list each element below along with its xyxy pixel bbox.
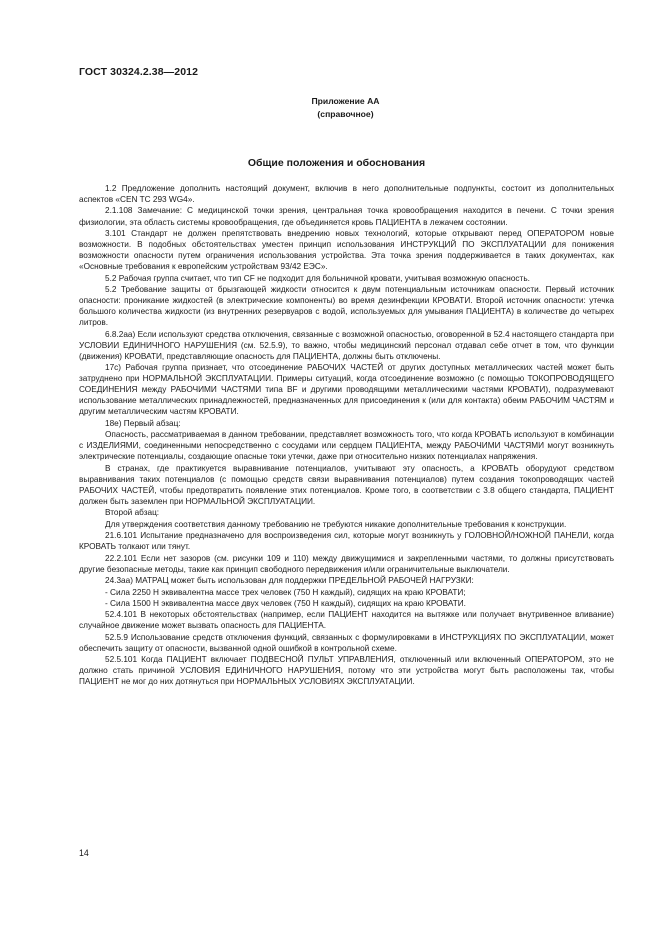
annex-title: Приложение АА: [311, 96, 380, 106]
list-item: - Сила 2250 Н эквивалентна массе трех человек (750 Н каждый), сидящих на краю КРОВАТИ;: [105, 587, 466, 597]
paragraph: 18е) Первый абзац:: [105, 418, 181, 428]
paragraph: 21.6.101 Испытание предназначено для воспроизведения сил, которые могут возникнуть у ГОЛОВНОЙ/НОЖНОЙ ПАНЕЛИ, когда КРОВАТЬ толкают или тянут.: [79, 531, 614, 552]
paragraph: 5.2 Требование защиты от брызгающей жидкости относится к двум потенциальным источникам опасности. Первый источник опасности: проникание жидкостей (в электрические компоненты) во время дезинфекции КРОВАТИ. Второй источник опасности: утечка большого количества жидкости (из внутренних резервуаров с водой, используемых для умывания ПАЦИЕНТА) в количестве до четырех литров.: [79, 284, 614, 328]
paragraph: Второй абзац:: [105, 508, 160, 518]
paragraph: В странах, где практикуется выравнивание потенциалов, учитывают эту опасность, а КРОВАТЬ оборудуют средством выравнивания таких потенциалов (с помощью средств связи выравнивания потенциалов) путем создания токопроводящих частей РАБОЧИХ ЧАСТЕЙ, чтобы предотвратить появление этих потенциалов. Кроме того, в соответствии с 3.8 общего стандарта, ПАЦИЕНТ должен быть заземлен при НОРМАЛЬНОЙ ЭКСПЛУАТАЦИИ.: [79, 463, 614, 506]
paragraph: 22.2.101 Если нет зазоров (см. рисунки 109 и 110) между движущимися и закрепленными частями, то должны присутствовать другие безопасные методы, такие как принцип свободного передвижения и/или ограничительные выключатели.: [79, 553, 614, 574]
paragraph: Для утверждения соответствия данному требованию не требуются никакие дополнительные требования к конструкции.: [105, 519, 567, 529]
paragraph: 24.3аа) МАТРАЦ может быть использован для поддержки ПРЕДЕЛЬНОЙ РАБОЧЕЙ НАГРУЗКИ:: [105, 576, 474, 586]
paragraph: 5.2 Рабочая группа считает, что тип CF не подходит для больничной кровати, учитывая возможную опасность.: [105, 273, 530, 283]
page-number: 14: [79, 848, 89, 858]
paragraph: 17с) Рабочая группа признает, что отсоединение РАБОЧИХ ЧАСТЕЙ от других доступных металлических частей может быть затруднено при НОРМАЛЬНОЙ ЭКСПЛУАТАЦИИ. Примеры ситуаций, когда отсоединение возможно (с помощью ТОКОПРОВОДЯЩЕГО СОЕДИНЕНИЯ между РАБОЧИМИ ЧАСТЯМИ типа BF и другими проводящими металлическими частями КРОВАТИ), подразумевают использование металлических принадлежностей, предназначенных для присоединения к (или для контакта) обеим РАБОЧИМ ЧАСТЯМ и другим металлическим частям КРОВАТИ.: [79, 363, 614, 417]
paragraph: 52.5.101 Когда ПАЦИЕНТ включает ПОДВЕСНОЙ ПУЛЬТ УПРАВЛЕНИЯ, отключенный или включенный ОПЕРАТОРОМ, это не должно стать причиной УСЛОВИЯ ЕДИНИЧНОГО НАРУШЕНИЯ, потому что эти устройства могут быть расположены так, чтобы ПАЦИЕНТ не мог до них дотянуться при НОРМАЛЬНЫХ УСЛОВИЯХ ЭКСПЛУАТАЦИИ.: [79, 655, 614, 687]
list-item: - Сила 1500 Н эквивалентна массе двух человек (750 Н каждый), сидящих на краю КРОВАТИ.: [105, 598, 466, 608]
annex-heading: [0, 95, 661, 121]
annex-subtitle: (справочное): [317, 109, 374, 119]
section-title: Общие положения и обоснования: [247, 157, 426, 169]
paragraph: Опасность, рассматриваемая в данном требовании, представляет возможность того, что когда КРОВАТЬ используют в комбинации с ИЗДЕЛИЯМИ, соединенными непосредственно с сосудами или сердцем ПАЦИЕНТА, между РАБОЧИМИ ЧАСТЯМИ могут возникнуть электрические потенциалы, создающие опасные токи утечки, даже при относительно низких потенциалах напряжения.: [79, 430, 614, 462]
paragraph: 1.2 Предложение дополнить настоящий документ, включив в него дополнительные подпункты, состоит из дополнительных аспектов «CEN TC 293 WG4».: [79, 184, 614, 205]
paragraph: 52.5.9 Использование средств отключения функций, связанных с формулировками в ИНСТРУКЦИЯХ ПО ЭКСПЛУАТАЦИИ, может обеспечить защиту от опасности, вызванной одной ошибкой в контрольной схеме.: [79, 632, 614, 653]
paragraph: 52.4.101 В некоторых обстоятельствах (например, если ПАЦИЕНТ находится на вытяжке или получает внутривенное вливание) случайное движение может вызвать опасность для ПАЦИЕНТА.: [79, 610, 614, 631]
paragraph: 3.101 Стандарт не должен препятствовать внедрению новых технологий, которые открывают перед ОПЕРАТОРОМ новые возможности. В подобных обстоятельствах уместен принцип использования ИНСТРУКЦИЙ ПО ЭКСПЛУАТАЦИИ для понижения возможности опасности путем ограничения использования устройства. Эта точка зрения поддерживается в таких документах, как «Основные требования к европейским устройствам 93/42 ЕЭС».: [79, 228, 614, 272]
paragraph: 6.8.2аа) Если используют средства отключения, связанные с возможной опасностью, оговоренной в 52.4 настоящего стандарта при УСЛОВИИ ЕДИНИЧНОГО НАРУШЕНИЯ (см. 52.5.9), то важно, чтобы медицинский персонал отдавал себе отчет в том, что функции (движения) КРОВАТИ, представляющие опасность для ПАЦИЕНТА, должны быть отключены.: [79, 329, 614, 361]
document-body: [79, 183, 614, 688]
document-header: ГОСТ 30324.2.38—2012: [79, 66, 199, 78]
paragraph: 2.1.108 Замечание: С медицинской точки зрения, центральная точка кровообращения находится в печени. С точки зрения физиологии, эта область системы кровообращения, где объединяется кровь ПАЦИЕНТА в лежачем состоянии.: [79, 206, 614, 227]
